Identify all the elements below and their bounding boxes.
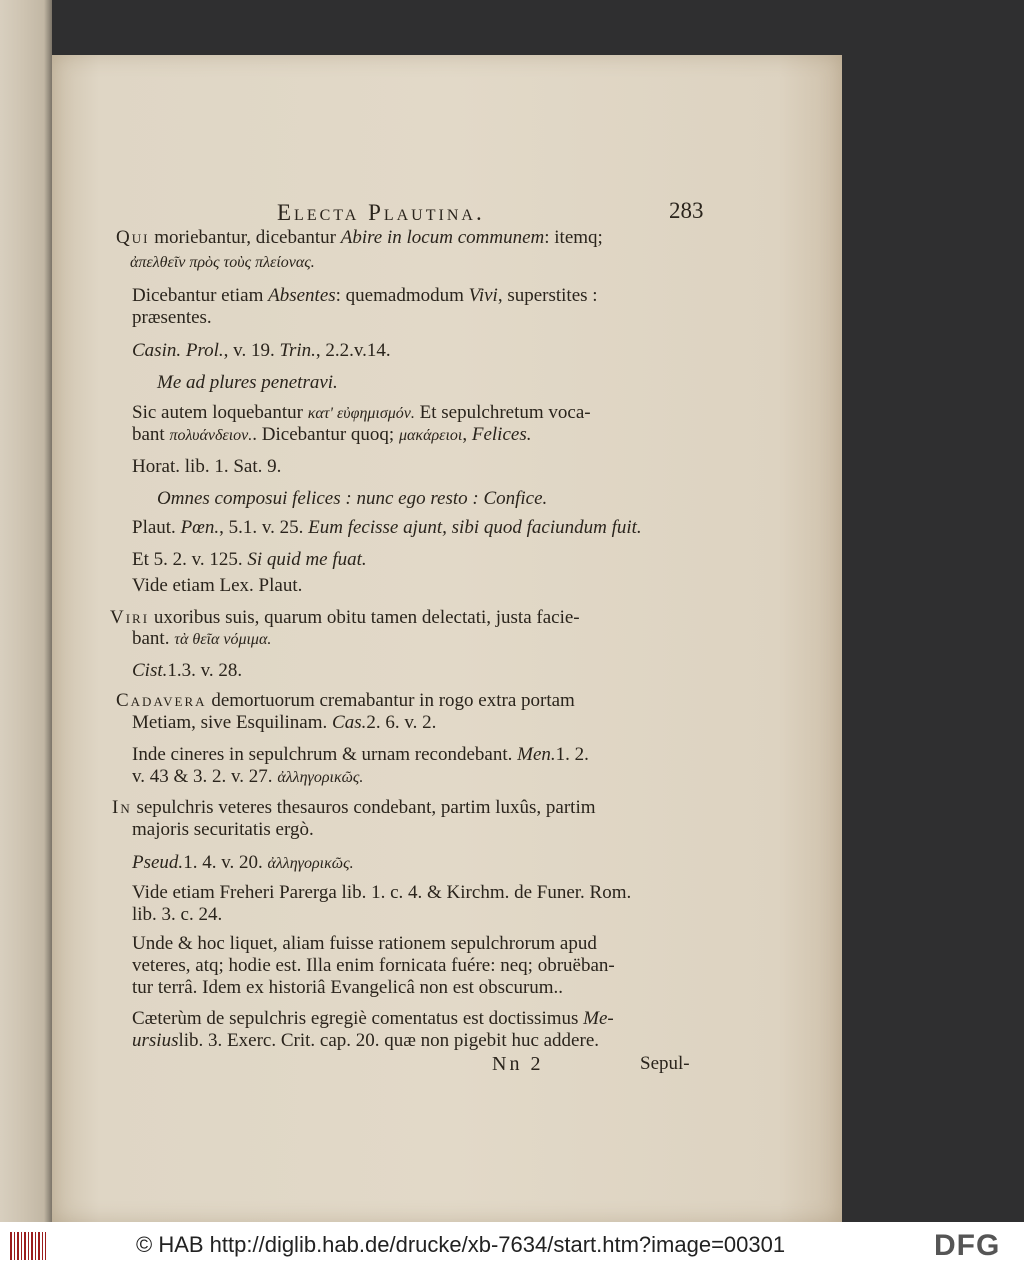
text-span: lib. 3. c. 24. xyxy=(132,904,223,925)
text-line xyxy=(116,227,603,249)
text-span: 1.3. v. 28. xyxy=(167,660,243,681)
text-span: κατ' εὐφημισμόν. xyxy=(307,405,415,422)
text-span: Me- xyxy=(583,1008,614,1029)
text-line xyxy=(132,307,212,329)
text-line xyxy=(132,766,363,789)
text-span: , v. 19. xyxy=(223,340,280,361)
text-line xyxy=(132,424,531,447)
text-line xyxy=(132,628,271,651)
text-line xyxy=(132,819,314,841)
text-span: Si quid me fuat. xyxy=(247,549,367,570)
text-span: ursius xyxy=(132,1030,179,1051)
text-span: πολυάνδειον. xyxy=(169,427,253,444)
text-line xyxy=(132,977,563,999)
text-span: tur terrâ. Idem ex historiâ Evangelicâ non est obscurum.. xyxy=(132,977,564,998)
text-line xyxy=(130,251,315,274)
text-line xyxy=(132,1008,614,1030)
text-span: ἀλληγορικῶς. xyxy=(267,855,354,872)
text-span: Metiam, sive Esquilinam. xyxy=(132,712,333,733)
text-span: Unde & hoc liquet, aliam fuisse rationem sepulchrorum apud xyxy=(132,933,597,954)
text-line xyxy=(132,882,631,904)
text-span: 1. 2. xyxy=(555,744,589,765)
catchword: Sepul- xyxy=(640,1053,690,1074)
text-span: Qui xyxy=(116,227,150,248)
text-span: præsentes. xyxy=(132,307,212,328)
text-line xyxy=(132,285,598,307)
text-span: Casin. Prol. xyxy=(132,340,224,361)
text-span: , 5.1. v. 25. xyxy=(219,517,309,538)
text-span: bant xyxy=(132,424,170,445)
text-line xyxy=(116,690,575,712)
text-line xyxy=(112,797,596,819)
text-span: Horat. lib. 1. Sat. 9. xyxy=(132,456,282,477)
text-span: . Dicebantur quoq; xyxy=(252,424,399,445)
text-line xyxy=(132,904,222,926)
text-line xyxy=(132,575,302,597)
text-span: Absentes xyxy=(268,285,336,306)
text-span: majoris securitatis ergò. xyxy=(132,819,314,840)
book-page xyxy=(52,55,842,1222)
text-span: v. 43 & 3. 2. v. 27. xyxy=(132,766,278,787)
text-span: Omnes composui felices : nunc ego resto : Confice. xyxy=(157,488,548,509)
gutter-shadow xyxy=(44,0,52,1222)
text-line xyxy=(132,340,391,362)
text-span: , superstites : xyxy=(497,285,598,306)
text-line xyxy=(132,1030,599,1052)
text-span: Sic autem loquebantur xyxy=(132,402,308,423)
text-span: Viri xyxy=(110,607,150,628)
text-span: veteres, atq; hodie est. Illa enim fornicata fuére: neq; obruëban- xyxy=(132,955,615,976)
text-span: Dicebantur etiam xyxy=(132,285,269,306)
text-span: lib. 3. Exerc. Crit. cap. 20. quæ non pigebit huc addere. xyxy=(178,1030,600,1051)
text-span: bant. xyxy=(132,628,175,649)
text-line xyxy=(132,955,615,977)
text-span: Felices. xyxy=(471,424,532,445)
text-span: Eum fecisse ajunt, sibi quod faciundum fuit. xyxy=(308,517,642,538)
hab-logo-icon xyxy=(10,1232,46,1260)
text-line xyxy=(157,488,547,510)
text-span: Cist. xyxy=(132,660,168,681)
previous-page-edge xyxy=(0,0,52,1222)
text-span: Trin. xyxy=(279,340,316,361)
text-span: moriebantur, dicebantur xyxy=(154,227,341,248)
text-span: ἀλληγορικῶς. xyxy=(277,769,364,786)
text-span: Cas. xyxy=(332,712,367,733)
text-span: Pœn. xyxy=(180,517,220,538)
text-span: Vivi xyxy=(468,285,498,306)
text-span: Inde cineres in sepulchrum & urnam recondebant. xyxy=(132,744,518,765)
text-span: Et 5. 2. v. 125. xyxy=(132,549,248,570)
page-number: 283 xyxy=(669,198,704,223)
credit-link[interactable]: © HAB http://diglib.hab.de/drucke/xb-7634/start.htm?image=00301 xyxy=(136,1232,786,1257)
text-line xyxy=(132,549,367,571)
text-span: sepulchris veteres thesauros condebant, partim luxûs, partim xyxy=(136,797,596,818)
text-span: Cadavera xyxy=(116,690,207,711)
text-span: Me ad plures penetravi. xyxy=(157,372,338,393)
text-span: demortuorum cremabantur in rogo extra portam xyxy=(211,690,575,711)
text-span: Abire in locum communem xyxy=(340,227,545,248)
text-span: ἀπελθεῖν πρὸς τοὺς πλείονας. xyxy=(130,254,315,271)
text-span: 1. 4. v. 20. xyxy=(183,852,268,873)
text-line xyxy=(132,852,354,875)
text-span: Men. xyxy=(517,744,556,765)
text-span: Vide etiam Freheri Parerga lib. 1. c. 4. & Kirchm. de Funer. Rom. xyxy=(132,882,632,903)
text-span: μακάρειοι xyxy=(398,427,463,444)
text-span: In xyxy=(112,797,132,818)
text-span: Et sepulchretum voca- xyxy=(414,402,591,423)
text-span: τὰ θεῖα νόμιμα. xyxy=(174,631,272,648)
text-span: : quemadmodum xyxy=(335,285,469,306)
text-line xyxy=(157,372,338,394)
text-span: uxoribus suis, quarum obitu tamen delectati, justa facie- xyxy=(153,607,580,628)
text-span: Plaut. xyxy=(132,517,181,538)
signature-mark: Nn 2 xyxy=(492,1053,544,1075)
text-span: Pseud. xyxy=(132,852,184,873)
text-line xyxy=(132,402,591,425)
text-span: : itemq; xyxy=(544,227,603,248)
text-line xyxy=(132,456,281,478)
text-line xyxy=(132,517,642,539)
text-line xyxy=(132,933,597,955)
text-line xyxy=(132,660,242,682)
text-line xyxy=(132,712,436,734)
text-span: , 2.2.v.14. xyxy=(315,340,391,361)
text-span: 2. 6. v. 2. xyxy=(366,712,437,733)
text-span: , xyxy=(462,424,472,445)
viewer-footer xyxy=(0,1222,1024,1270)
text-span: Cæterùm de sepulchris egregiè comentatus est doctissimus xyxy=(132,1008,584,1029)
text-span: Vide etiam Lex. Plaut. xyxy=(132,575,303,596)
dfg-logo: DFG xyxy=(934,1229,1001,1262)
text-line xyxy=(110,607,580,629)
text-line xyxy=(132,744,589,766)
running-title: Electa Plautina. xyxy=(277,200,485,225)
